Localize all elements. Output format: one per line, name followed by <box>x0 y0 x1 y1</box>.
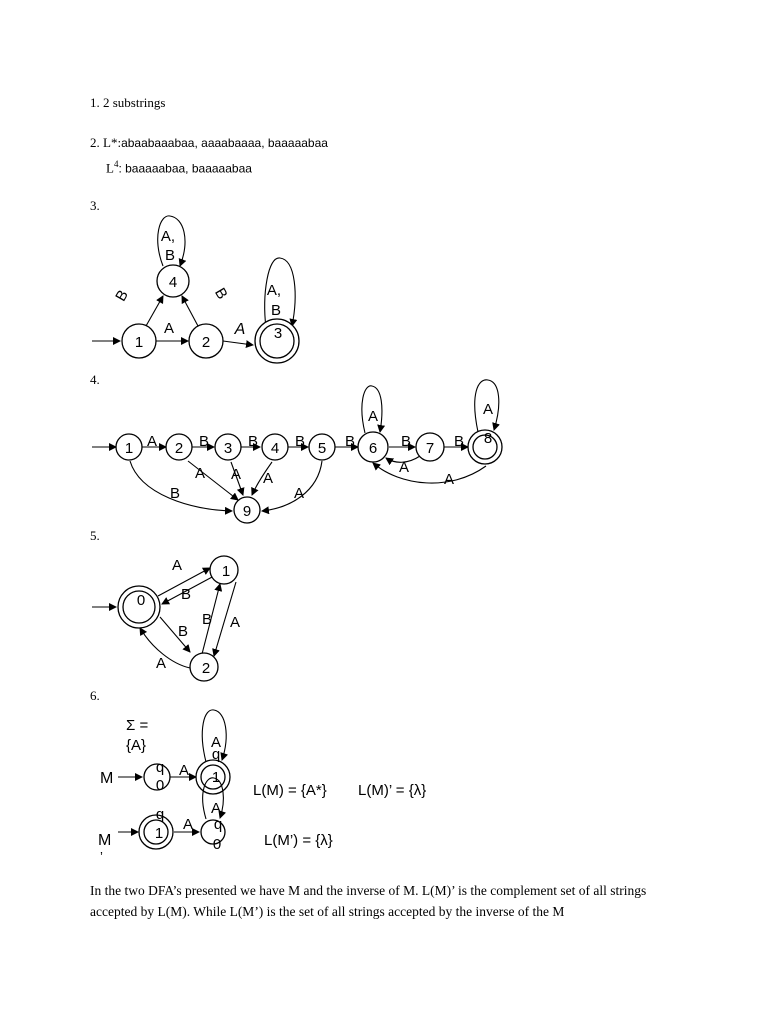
d3-state-3-label: 3 <box>273 325 283 342</box>
d3-edge-2-4 <box>182 296 198 326</box>
d5-label-0-1: A <box>171 557 183 574</box>
item-4-number: 4. <box>90 372 100 387</box>
d5-state-1-label: 1 <box>221 563 231 580</box>
d4-edge-8-6 <box>373 463 486 483</box>
d6-lmprime-text: L(M’) = {λ} <box>264 832 333 849</box>
d6-mprime-q1-letter: q <box>155 806 165 823</box>
d3-label-1-4: B <box>112 287 132 305</box>
lstar-label: L*: <box>103 135 122 150</box>
d4-state-7-label: 7 <box>425 440 435 457</box>
d3-loop-4-line-2: B <box>164 247 176 264</box>
d4-label-3-4: B <box>247 433 259 450</box>
d4-state-2-label: 2 <box>174 440 184 457</box>
d6-m-loop-label: A <box>210 734 222 751</box>
d4-label-1-2: A <box>146 433 158 450</box>
d6-lm-text: L(M) = {A*} <box>253 782 327 799</box>
item-2-number: 2. <box>90 135 100 150</box>
d3-label-2-3: A <box>234 321 246 338</box>
item-3-number: 3. <box>90 198 100 213</box>
d5-state-0-label: 0 <box>136 592 146 609</box>
item-6-number: 6. <box>90 688 100 703</box>
d3-loop-3-line-1: A, <box>266 282 282 299</box>
d5-label-2-1: B <box>201 611 213 628</box>
d4-label-7-8: B <box>453 433 465 450</box>
d4-state-1-label: 1 <box>124 440 134 457</box>
d5-state-2-label: 2 <box>201 660 211 677</box>
d4-state-9-label: 9 <box>242 503 252 520</box>
d5-label-1-0: B <box>180 586 192 603</box>
d6-mprime-q1-subscript: 1 <box>154 825 164 842</box>
d4-state-8-label: 8 <box>483 430 493 447</box>
d5-label-2-0: A <box>155 655 167 672</box>
d4-label-2-9: A <box>194 465 206 482</box>
d3-edge-2-3 <box>223 341 253 345</box>
d4-state-6-label: 6 <box>368 440 378 457</box>
d3-loop-3-line-2: B <box>270 302 282 319</box>
l4-label: L <box>106 160 114 176</box>
d4-label-6-7: B <box>400 433 412 450</box>
d6-sigma-line-1: Σ = <box>126 717 149 734</box>
d4-label-3-9: A <box>230 466 242 483</box>
d4-state-5-label: 5 <box>317 440 327 457</box>
l4-superscript: 4 <box>113 159 119 169</box>
d5-label-1-2: A <box>229 614 241 631</box>
d4-label-4-9: A <box>262 470 274 487</box>
d4-label-5-6: B <box>344 433 356 450</box>
d3-state-1-label: 1 <box>134 334 144 351</box>
explanation-paragraph: In the two DFA’s presented we have M and the inverse of M. L(M)’ is the complement set of all strings accepted by L(M). While L(M’) is the set of all strings accepted by the inverse of the M <box>90 883 647 919</box>
d6-lm-complement-text: L(M)’ = {λ} <box>358 782 427 799</box>
d6-mprime-edge-label: A <box>182 816 194 833</box>
diagram-4 <box>92 380 502 523</box>
diagram-6 <box>98 710 426 864</box>
item-1-text: 2 substrings <box>103 95 166 110</box>
item-5-number: 5. <box>90 528 100 543</box>
d4-label-loop-6: A <box>367 408 379 425</box>
diagram-5 <box>92 556 240 681</box>
d3-label-loop-3 <box>267 282 285 319</box>
d6-mprime-mark: ’ <box>100 849 103 864</box>
item-1-number: 1. <box>90 95 100 110</box>
d3-label-2-4: B <box>211 285 231 303</box>
d6-m-label: M <box>100 770 114 787</box>
d6-m-q0-subscript: 0 <box>155 777 165 794</box>
d4-edge-1-9 <box>130 461 232 511</box>
diagram-3 <box>92 216 299 363</box>
d6-m-edge-label: A <box>178 762 190 779</box>
d4-label-4-5: B <box>294 433 306 450</box>
d3-label-1-2: A <box>163 320 175 337</box>
d4-label-5-9: A <box>293 485 305 502</box>
d4-label-7-6: A <box>398 459 410 476</box>
d4-state-3-label: 3 <box>223 440 233 457</box>
d4-state-4-label: 4 <box>270 440 280 457</box>
d5-label-0-2: B <box>177 623 189 640</box>
lstar-text: abaabaaabaa, aaaabaaaa, baaaaabaa <box>121 136 328 150</box>
d4-label-loop-8: A <box>482 401 494 418</box>
d6-m-q1-letter: q <box>211 746 221 763</box>
d3-label-loop-4 <box>161 228 179 264</box>
d4-label-8-6: A <box>443 471 455 488</box>
l4-text: : baaaaabaa, baaaaabaa <box>118 161 252 176</box>
d6-m-q1-subscript: 1 <box>211 769 221 786</box>
d3-edge-1-4 <box>146 296 163 326</box>
d3-loop-4-line-1: A, <box>160 228 176 245</box>
d6-mprime-label: M <box>98 832 112 849</box>
d6-mprime-q0-subscript: 0 <box>212 836 222 853</box>
d6-mprime-loop-label: A <box>210 800 222 817</box>
d4-label-2-3: B <box>198 433 210 450</box>
d6-mprime-q0-letter: q <box>213 816 223 833</box>
d6-sigma-line-2: {A} <box>126 737 147 754</box>
d6-m-q0-letter: q <box>155 759 165 776</box>
d3-state-4-label: 4 <box>168 274 178 291</box>
d3-state-2-label: 2 <box>201 334 211 351</box>
d4-label-1-9: B <box>169 485 181 502</box>
